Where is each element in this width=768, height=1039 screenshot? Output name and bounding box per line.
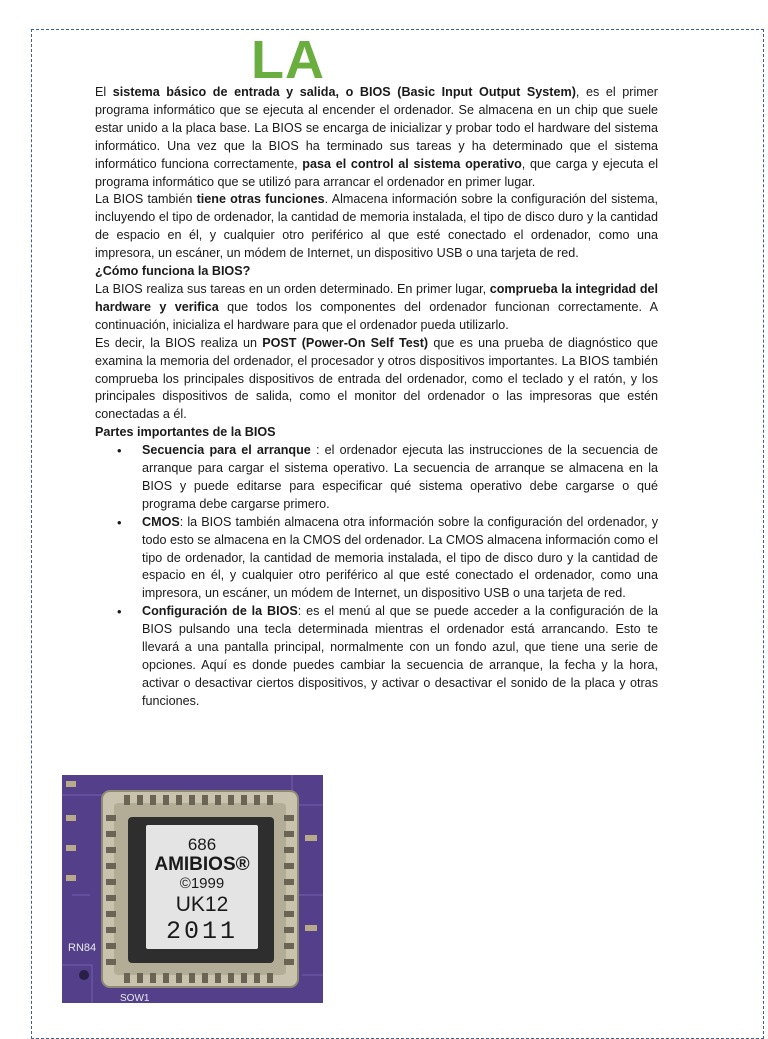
page-title: LA [251, 30, 325, 90]
document-body [95, 84, 658, 711]
chip-label-line-5: 2011 [165, 917, 239, 946]
heading-how-it-works: ¿Cómo funciona la BIOS? [95, 264, 251, 279]
paragraph-other-functions: La BIOS también tiene otras funciones. Almacena información sobre la configuración del sistema, incluyendo el tipo de ordenador, la cantidad de memoria instalada, el tipo de disco duro y la cantidad de espacio en él, y cualquier otro periférico al que esté conectado el ordenador, como una impresora, un escáner, un módem de Internet, un dispositivo USB o una tarjeta de red. [95, 192, 658, 261]
list-item: • Secuencia para el arranque : el ordenador ejecuta las instrucciones de la secuencia de arranque para cargar el sistema operativo. La secuencia de arranque se almacena en la BIOS y puede editarse para especificar qué sistema operativo debe cargarse o qué programa debe cargarse primero. [142, 442, 658, 514]
heading-important-parts: Partes importantes de la BIOS [95, 425, 276, 440]
paragraph-post: Es decir, la BIOS realiza un POST (Power-On Self Test) que es una prueba de diagnóstico que examina la memoria del ordenador, el procesador y otros dispositivos importantes. La BIOS también comprueba los principales dispositivos de entrada del ordenador, como el teclado y el ratón, y los principales dispositivos de salida, como el monitor del ordenador o las impresoras que estén conectadas a él. [95, 335, 659, 422]
chip-label-line-4: UK12 [175, 893, 229, 916]
paragraph-tasks: La BIOS realiza sus tareas en un orden determinado. En primer lugar, comprueba la integridad del hardware y verifica que todos los componentes del ordenador funcionan correctamente. A continuación, inicializa el hardware para que el ordenador pueda utilizarlo. [95, 281, 659, 332]
board-marking-bottom: SOW1 [120, 993, 150, 1003]
chip-label-line-3: ©1999 [179, 875, 225, 892]
bios-chip-photo [62, 775, 323, 1003]
paragraph-intro: El sistema básico de entrada y salida, o BIOS (Basic Input Output System), es el primer programa informático que se ejecuta al encender el ordenador. Se almacena en un chip que suele estar unido a la placa base. La BIOS se encarga de inicializar y probar todo el hardware del sistema informático. Una vez que la BIOS ha terminado sus tareas y ha determinado que el sistema informático funciona correctamente, pasa el control al sistema operativo, que carga y ejecuta el programa informático que se utilizó para arrancar el ordenador en primer lugar. [95, 85, 658, 189]
list-item: • Configuración de la BIOS: es el menú al que se puede acceder a la configuración de la BIOS pulsando una tecla determinada mientras el ordenador está arrancando. Esto te llevará a una pantalla principal, normalmente con un fondo azul, que tiene una serie de opciones. Aquí es donde puedes cambiar la secuencia de arranque, la fecha y la hora, activar o desactivar ciertos dispositivos, y activar o desactivar el sonido de la placa y otras funciones. [142, 603, 658, 710]
chip-label-line-1: 686 [187, 835, 217, 854]
board-marking: RN84 [68, 942, 97, 954]
bios-chip-illustration [62, 775, 323, 1003]
list-item: • CMOS: la BIOS también almacena otra información sobre la configuración del ordenador, y todo esto se almacena en la CMOS del ordenador. La CMOS almacena información como el tipo de ordenador, la cantidad de memoria instalada, el tipo de disco duro y la cantidad de espacio en él, y cualquier otro periférico al que esté conectado el ordenador, como una impresora, un escáner, un módem de Internet, un dispositivo USB o una tarjeta de red. [142, 514, 658, 604]
bios-parts-list [95, 442, 658, 711]
chip-label-line-2: AMIBIOS® [154, 854, 250, 875]
